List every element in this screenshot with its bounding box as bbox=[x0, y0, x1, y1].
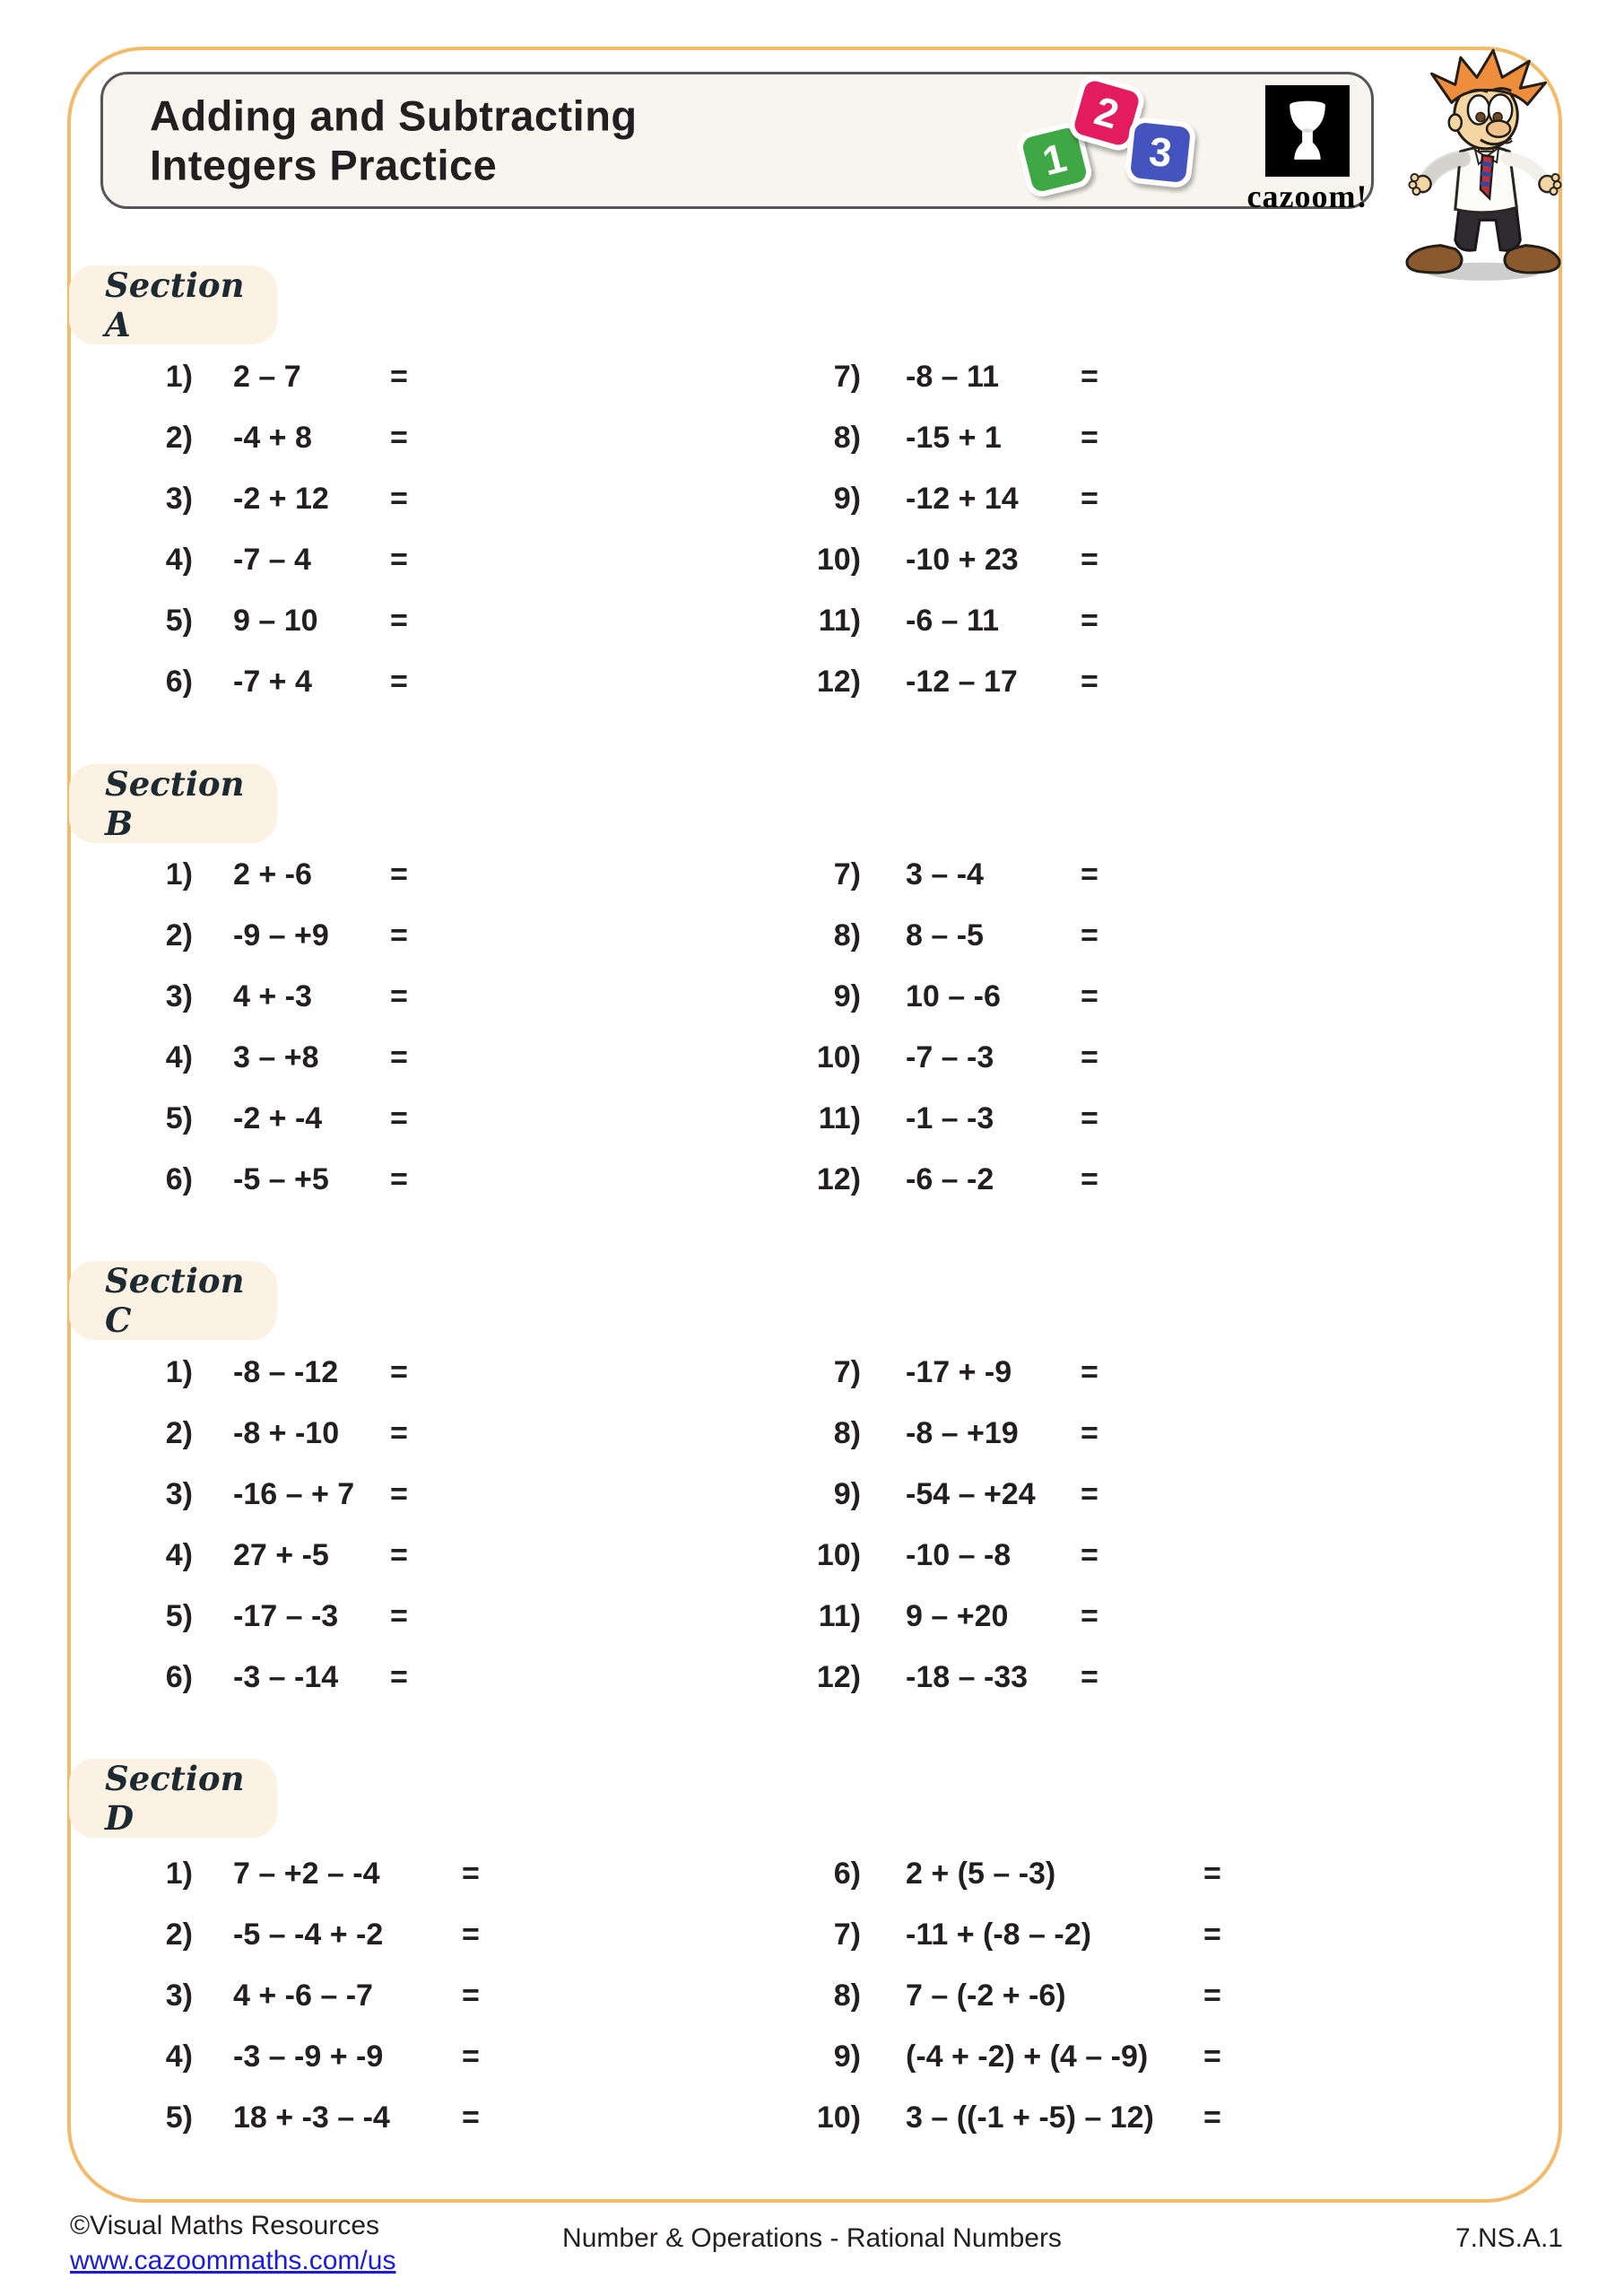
equals-sign: = bbox=[390, 1039, 408, 1074]
footer-topic-label: Number & Operations - Rational Numbers bbox=[562, 2223, 1062, 2253]
problem-row bbox=[117, 651, 408, 712]
problem-number: 3) bbox=[165, 1476, 193, 1511]
problem-expression: -10 – -8 bbox=[906, 1537, 1012, 1572]
problem-row bbox=[785, 966, 1099, 1027]
problem-expression: -18 – -33 bbox=[906, 1659, 1029, 1694]
equals-sign: = bbox=[390, 1659, 408, 1694]
problem-expression: 9 – +20 bbox=[906, 1598, 1009, 1633]
equals-sign: = bbox=[462, 1978, 480, 2013]
problem-row bbox=[117, 2026, 480, 2087]
equals-sign: = bbox=[390, 1415, 408, 1450]
problem-expression: 3 – ((-1 + -5) – 12) bbox=[906, 2100, 1154, 2135]
tile-2-icon: 2 bbox=[1065, 72, 1148, 154]
problem-number: 6) bbox=[165, 1659, 193, 1694]
problem-row bbox=[117, 1149, 408, 1210]
problem-expression: -5 – +5 bbox=[233, 1161, 329, 1196]
equals-sign: = bbox=[1081, 918, 1099, 952]
problem-row bbox=[117, 1342, 408, 1403]
equals-sign: = bbox=[390, 1354, 408, 1389]
copyright-text: ©Visual Maths Resources bbox=[70, 2211, 380, 2240]
problem-expression: -11 + (-8 – -2) bbox=[906, 1917, 1091, 1952]
section-a-header bbox=[69, 265, 277, 344]
equals-sign: = bbox=[390, 1100, 408, 1135]
problem-row bbox=[117, 1586, 408, 1647]
problem-expression: 2 + (5 – -3) bbox=[906, 1856, 1056, 1891]
problem-number: 1) bbox=[165, 857, 193, 891]
problem-number: 8) bbox=[833, 1978, 861, 2013]
section-b-problems-left bbox=[117, 844, 408, 1210]
problem-row bbox=[785, 1464, 1099, 1525]
equals-sign: = bbox=[1081, 481, 1099, 516]
problem-number: 12) bbox=[816, 1161, 861, 1196]
problem-expression: 7 – (-2 + -6) bbox=[906, 1978, 1066, 2013]
section-a-problems-right bbox=[785, 346, 1099, 712]
problem-expression: -54 – +24 bbox=[906, 1476, 1036, 1511]
equals-sign: = bbox=[1081, 664, 1099, 699]
section-a-title: Section A bbox=[105, 265, 245, 344]
problem-expression: 9 – 10 bbox=[233, 603, 318, 638]
problem-number: 2) bbox=[165, 420, 193, 455]
equals-sign: = bbox=[390, 1598, 408, 1633]
cazoom-logo bbox=[1240, 85, 1375, 215]
problem-number: 6) bbox=[165, 1161, 193, 1196]
problem-number: 4) bbox=[165, 2039, 193, 2074]
problem-expression: 18 + -3 – -4 bbox=[233, 2100, 390, 2135]
page-title-line2: Integers Practice bbox=[150, 141, 498, 189]
problem-row bbox=[785, 1342, 1099, 1403]
problem-expression: -8 – +19 bbox=[906, 1415, 1019, 1450]
problem-expression: -8 – 11 bbox=[906, 359, 999, 394]
equals-sign: = bbox=[390, 1537, 408, 1572]
problem-number: 7) bbox=[833, 1354, 861, 1389]
problem-row bbox=[785, 1965, 1221, 2026]
problem-row bbox=[117, 529, 408, 590]
problem-expression: -16 – + 7 bbox=[233, 1476, 355, 1511]
problem-number: 12) bbox=[816, 664, 861, 699]
equals-sign: = bbox=[1203, 2100, 1221, 2135]
problem-expression: -15 + 1 bbox=[906, 420, 1002, 455]
problem-expression: -10 + 23 bbox=[906, 542, 1019, 577]
problem-expression: 8 – -5 bbox=[906, 918, 984, 952]
problem-number: 7) bbox=[833, 359, 861, 394]
equals-sign: = bbox=[390, 918, 408, 952]
problem-number: 3) bbox=[165, 1978, 193, 2013]
section-c-problems-right bbox=[785, 1342, 1099, 1708]
equals-sign: = bbox=[1081, 1659, 1099, 1694]
problem-row bbox=[117, 407, 408, 468]
problem-row bbox=[117, 844, 408, 905]
section-c-header bbox=[69, 1261, 277, 1340]
problem-row bbox=[117, 346, 408, 407]
equals-sign: = bbox=[390, 420, 408, 455]
problem-number: 10) bbox=[816, 542, 861, 577]
problem-number: 6) bbox=[165, 664, 193, 699]
problem-row bbox=[785, 1586, 1099, 1647]
problem-expression: -17 – -3 bbox=[233, 1598, 339, 1633]
equals-sign: = bbox=[1081, 1415, 1099, 1450]
equals-sign: = bbox=[390, 664, 408, 699]
problem-expression: -3 – -9 + -9 bbox=[233, 2039, 384, 2074]
problem-expression: -1 – -3 bbox=[906, 1100, 994, 1135]
cazoom-goblet-icon bbox=[1265, 85, 1350, 177]
problem-number: 5) bbox=[165, 2100, 193, 2135]
problem-number: 3) bbox=[165, 978, 193, 1013]
equals-sign: = bbox=[1081, 1598, 1099, 1633]
problem-row bbox=[785, 1843, 1221, 1904]
problem-expression: 3 – +8 bbox=[233, 1039, 319, 1074]
problem-expression: -6 – -2 bbox=[906, 1161, 994, 1196]
equals-sign: = bbox=[390, 603, 408, 638]
equals-sign: = bbox=[462, 2039, 480, 2074]
problem-row bbox=[117, 2087, 480, 2148]
problem-expression: -9 – +9 bbox=[233, 918, 329, 952]
problem-row bbox=[117, 966, 408, 1027]
problem-number: 4) bbox=[165, 1039, 193, 1074]
problem-row bbox=[785, 1403, 1099, 1464]
problem-expression: 2 – 7 bbox=[233, 359, 301, 394]
problem-number: 9) bbox=[833, 1476, 861, 1511]
problem-number: 4) bbox=[165, 542, 193, 577]
problem-number: 1) bbox=[165, 1856, 193, 1891]
problem-number: 1) bbox=[165, 359, 193, 394]
problem-row bbox=[117, 1088, 408, 1149]
equals-sign: = bbox=[1081, 978, 1099, 1013]
equals-sign: = bbox=[1081, 1476, 1099, 1511]
problem-row bbox=[785, 1647, 1099, 1708]
cazoom-website-link[interactable]: www.cazoommaths.com/us bbox=[70, 2246, 396, 2275]
equals-sign: = bbox=[1081, 1161, 1099, 1196]
problem-expression: -5 – -4 + -2 bbox=[233, 1917, 384, 1952]
problem-expression: -7 + 4 bbox=[233, 664, 312, 699]
page-title bbox=[150, 91, 638, 190]
problem-expression: -8 + -10 bbox=[233, 1415, 340, 1450]
problem-expression: -8 – -12 bbox=[233, 1354, 339, 1389]
problem-row bbox=[785, 844, 1099, 905]
problem-number: 9) bbox=[833, 2039, 861, 2074]
equals-sign: = bbox=[390, 978, 408, 1013]
problem-row bbox=[785, 1904, 1221, 1965]
problem-row bbox=[117, 1525, 408, 1586]
problem-row bbox=[785, 1088, 1099, 1149]
section-a-problems-left bbox=[117, 346, 408, 712]
problem-row bbox=[117, 1647, 408, 1708]
problem-row bbox=[117, 905, 408, 966]
equals-sign: = bbox=[1081, 857, 1099, 891]
problem-row bbox=[117, 1464, 408, 1525]
problem-row bbox=[785, 1525, 1099, 1586]
equals-sign: = bbox=[1081, 1039, 1099, 1074]
problem-row bbox=[785, 651, 1099, 712]
problem-row bbox=[785, 529, 1099, 590]
problem-row bbox=[785, 2087, 1221, 2148]
section-b-problems-right bbox=[785, 844, 1099, 1210]
problem-row bbox=[117, 1965, 480, 2026]
problem-number: 5) bbox=[165, 1100, 193, 1135]
problem-expression: 7 – +2 – -4 bbox=[233, 1856, 380, 1891]
problem-row bbox=[785, 468, 1099, 529]
problem-expression: -12 + 14 bbox=[906, 481, 1019, 516]
problem-expression: -6 – 11 bbox=[906, 603, 999, 638]
section-d-problems-right bbox=[785, 1843, 1221, 2148]
equals-sign: = bbox=[1203, 1856, 1221, 1891]
problem-expression: -17 + -9 bbox=[906, 1354, 1012, 1389]
problem-row bbox=[785, 1027, 1099, 1088]
problem-expression: 3 – -4 bbox=[906, 857, 984, 891]
problem-number: 8) bbox=[833, 420, 861, 455]
section-d-title: Section D bbox=[105, 1759, 245, 1838]
problem-number: 12) bbox=[816, 1659, 861, 1694]
section-b-title: Section B bbox=[105, 764, 245, 843]
mascot-illustration bbox=[1388, 43, 1578, 296]
section-c-title: Section C bbox=[105, 1261, 245, 1340]
equals-sign: = bbox=[1081, 1537, 1099, 1572]
equals-sign: = bbox=[462, 1856, 480, 1891]
problem-expression: 4 + -3 bbox=[233, 978, 312, 1013]
problem-row bbox=[117, 1904, 480, 1965]
problem-expression: 4 + -6 – -7 bbox=[233, 1978, 373, 2013]
equals-sign: = bbox=[1081, 542, 1099, 577]
problem-expression: 10 – -6 bbox=[906, 978, 1001, 1013]
equals-sign: = bbox=[390, 1476, 408, 1511]
problem-expression: -2 + 12 bbox=[233, 481, 329, 516]
tile-1-icon: 1 bbox=[1014, 119, 1095, 200]
problem-row bbox=[785, 590, 1099, 651]
equals-sign: = bbox=[462, 2100, 480, 2135]
equals-sign: = bbox=[390, 359, 408, 394]
equals-sign: = bbox=[390, 542, 408, 577]
problem-number: 10) bbox=[816, 2100, 861, 2135]
section-c-problems-left bbox=[117, 1342, 408, 1708]
problem-number: 5) bbox=[165, 1598, 193, 1633]
problem-expression: -3 – -14 bbox=[233, 1659, 339, 1694]
tile-3-icon: 3 bbox=[1124, 116, 1196, 188]
equals-sign: = bbox=[390, 1161, 408, 1196]
problem-expression: -4 + 8 bbox=[233, 420, 312, 455]
problem-row bbox=[785, 1149, 1099, 1210]
problem-number: 1) bbox=[165, 1354, 193, 1389]
problem-expression: -7 – 4 bbox=[233, 542, 311, 577]
problem-row bbox=[785, 407, 1099, 468]
problem-row bbox=[785, 346, 1099, 407]
standard-code-label: 7.NS.A.1 bbox=[1455, 2223, 1563, 2253]
problem-expression: -7 – -3 bbox=[906, 1039, 994, 1074]
number-tiles-logo bbox=[1020, 82, 1199, 207]
problem-number: 5) bbox=[165, 603, 193, 638]
problem-row bbox=[117, 1027, 408, 1088]
problem-row bbox=[117, 1403, 408, 1464]
title-box bbox=[100, 72, 1374, 214]
page-title-line1: Adding and Subtracting bbox=[150, 91, 638, 140]
problem-number: 11) bbox=[818, 1598, 861, 1633]
equals-sign: = bbox=[462, 1917, 480, 1952]
problem-number: 2) bbox=[165, 1917, 193, 1952]
equals-sign: = bbox=[1081, 359, 1099, 394]
problem-row bbox=[785, 2026, 1221, 2087]
equals-sign: = bbox=[1081, 1100, 1099, 1135]
problem-number: 10) bbox=[816, 1537, 861, 1572]
cazoom-wordmark: cazoom! bbox=[1246, 178, 1368, 214]
section-d-header bbox=[69, 1759, 277, 1838]
equals-sign: = bbox=[1081, 1354, 1099, 1389]
equals-sign: = bbox=[1203, 1917, 1221, 1952]
problem-number: 11) bbox=[818, 603, 861, 638]
equals-sign: = bbox=[390, 857, 408, 891]
problem-number: 2) bbox=[165, 918, 193, 952]
problem-number: 9) bbox=[833, 978, 861, 1013]
problem-number: 2) bbox=[165, 1415, 193, 1450]
problem-number: 6) bbox=[833, 1856, 861, 1891]
problem-row bbox=[785, 905, 1099, 966]
problem-number: 11) bbox=[818, 1100, 861, 1135]
problem-expression: -12 – 17 bbox=[906, 664, 1018, 699]
section-d-problems-left bbox=[117, 1843, 480, 2148]
problem-number: 8) bbox=[833, 1415, 861, 1450]
equals-sign: = bbox=[390, 481, 408, 516]
problem-number: 4) bbox=[165, 1537, 193, 1572]
equals-sign: = bbox=[1203, 1978, 1221, 2013]
problem-expression: 27 + -5 bbox=[233, 1537, 329, 1572]
problem-expression: 2 + -6 bbox=[233, 857, 312, 891]
problem-number: 8) bbox=[833, 918, 861, 952]
problem-row bbox=[117, 468, 408, 529]
problem-row bbox=[117, 1843, 480, 1904]
problem-row bbox=[117, 590, 408, 651]
section-b-header bbox=[69, 764, 277, 843]
problem-number: 7) bbox=[833, 1917, 861, 1952]
problem-number: 7) bbox=[833, 857, 861, 891]
equals-sign: = bbox=[1081, 420, 1099, 455]
problem-expression: (-4 + -2) + (4 – -9) bbox=[906, 2039, 1149, 2074]
problem-expression: -2 + -4 bbox=[233, 1100, 323, 1135]
problem-number: 9) bbox=[833, 481, 861, 516]
equals-sign: = bbox=[1081, 603, 1099, 638]
problem-number: 3) bbox=[165, 481, 193, 516]
equals-sign: = bbox=[1203, 2039, 1221, 2074]
problem-number: 10) bbox=[816, 1039, 861, 1074]
